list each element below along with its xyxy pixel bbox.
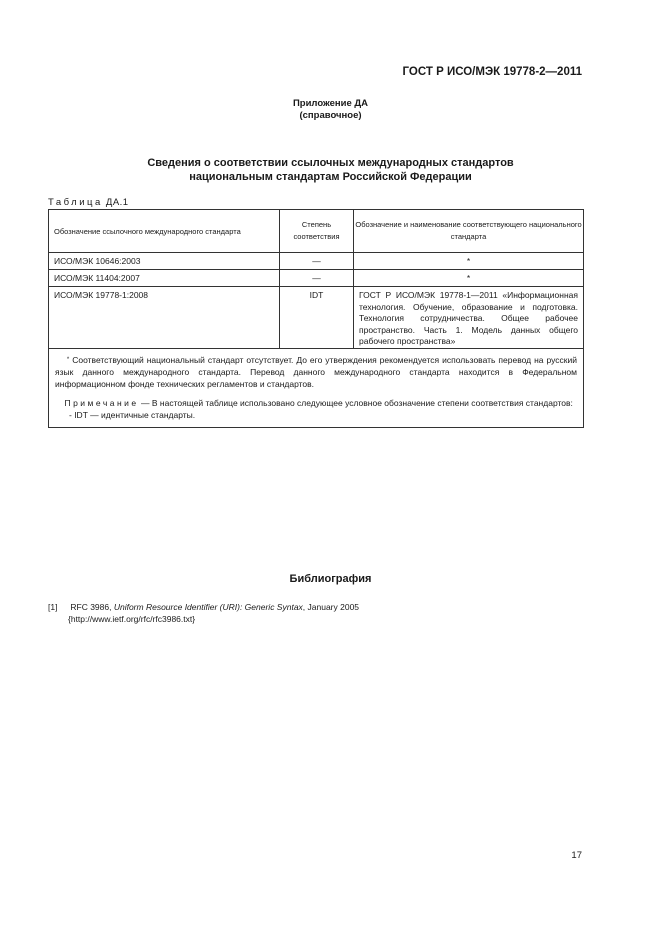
appendix-title: Приложение ДА bbox=[292, 98, 369, 109]
table-caption-word: Таблица bbox=[48, 197, 103, 208]
header-degree: Степень соответствия bbox=[280, 210, 354, 253]
table-row bbox=[49, 287, 584, 349]
cell-degree: — bbox=[280, 253, 354, 270]
cell-degree: — bbox=[280, 270, 354, 287]
bib-entry-url: {http://www.ietf.org/rfc/rfc3986.txt} bbox=[68, 614, 196, 624]
bib-entry-title: Uniform Resource Identifier (URI): Generic Syntax bbox=[113, 602, 303, 612]
bib-entry-number: [1] bbox=[48, 602, 58, 612]
table-footer bbox=[49, 348, 584, 427]
section-title-line2: национальным стандартам Российской Федерации bbox=[189, 171, 472, 183]
appendix-subtitle: (справочное) bbox=[299, 110, 362, 121]
bib-entry-suffix: , January 2005 bbox=[302, 602, 360, 612]
cell-degree: IDT bbox=[280, 287, 354, 349]
table-caption bbox=[48, 197, 129, 208]
footnote-text: Соответствующий национальный стандарт отсутствует. До его утверждения рекомендуется использовать перевод на русский язык данного международного стандарта. Перевод данного международного стандарта находится в Федеральном информационном фонде технических регламентов и стандартов. bbox=[55, 354, 577, 389]
table-row bbox=[49, 270, 584, 287]
footnote-mark: * bbox=[66, 356, 70, 363]
header-national-standard: Обозначение и наименование соответствующего национального стандарта bbox=[354, 210, 584, 253]
footnote bbox=[55, 354, 577, 390]
correspondence-table bbox=[48, 209, 584, 428]
document-header: ГОСТ Р ИСО/МЭК 19778-2—2011 bbox=[402, 66, 582, 78]
note-heading: Примечание bbox=[64, 397, 139, 408]
section-title-line1: Сведения о соответствии ссылочных международных стандартов bbox=[147, 157, 514, 169]
table-row bbox=[49, 253, 584, 270]
table-header-row bbox=[49, 210, 584, 253]
cell-national: ГОСТ Р ИСО/МЭК 19778-1—2011 «Информационная технология. Обучение, образование и подготовка. Технология сотрудничества. Общее рабочее пространство. Часть 1. Модель данных общего рабочего пространства» bbox=[354, 287, 584, 349]
bib-entry-prefix: RFC 3986, bbox=[70, 602, 114, 612]
cell-reference: ИСО/МЭК 11404:2007 bbox=[49, 270, 280, 287]
bibliography-title: Библиография bbox=[289, 573, 372, 585]
bibliography-entry bbox=[48, 601, 359, 625]
table-footer-row bbox=[49, 348, 584, 427]
header-reference-standard: Обозначение ссылочного международного стандарта bbox=[49, 210, 280, 253]
table-caption-number: ДА.1 bbox=[105, 197, 129, 208]
page-number: 17 bbox=[571, 850, 582, 861]
cell-reference: ИСО/МЭК 10646:2003 bbox=[49, 253, 280, 270]
cell-national: * bbox=[354, 270, 584, 287]
note-item: - IDT — идентичные стандарты. bbox=[69, 409, 196, 420]
note-text: — В настоящей таблице использовано следующее условное обозначение степени соответствия стандартов: bbox=[141, 397, 573, 408]
cell-national: * bbox=[354, 253, 584, 270]
note bbox=[55, 397, 577, 409]
cell-reference: ИСО/МЭК 19778-1:2008 bbox=[49, 287, 280, 349]
